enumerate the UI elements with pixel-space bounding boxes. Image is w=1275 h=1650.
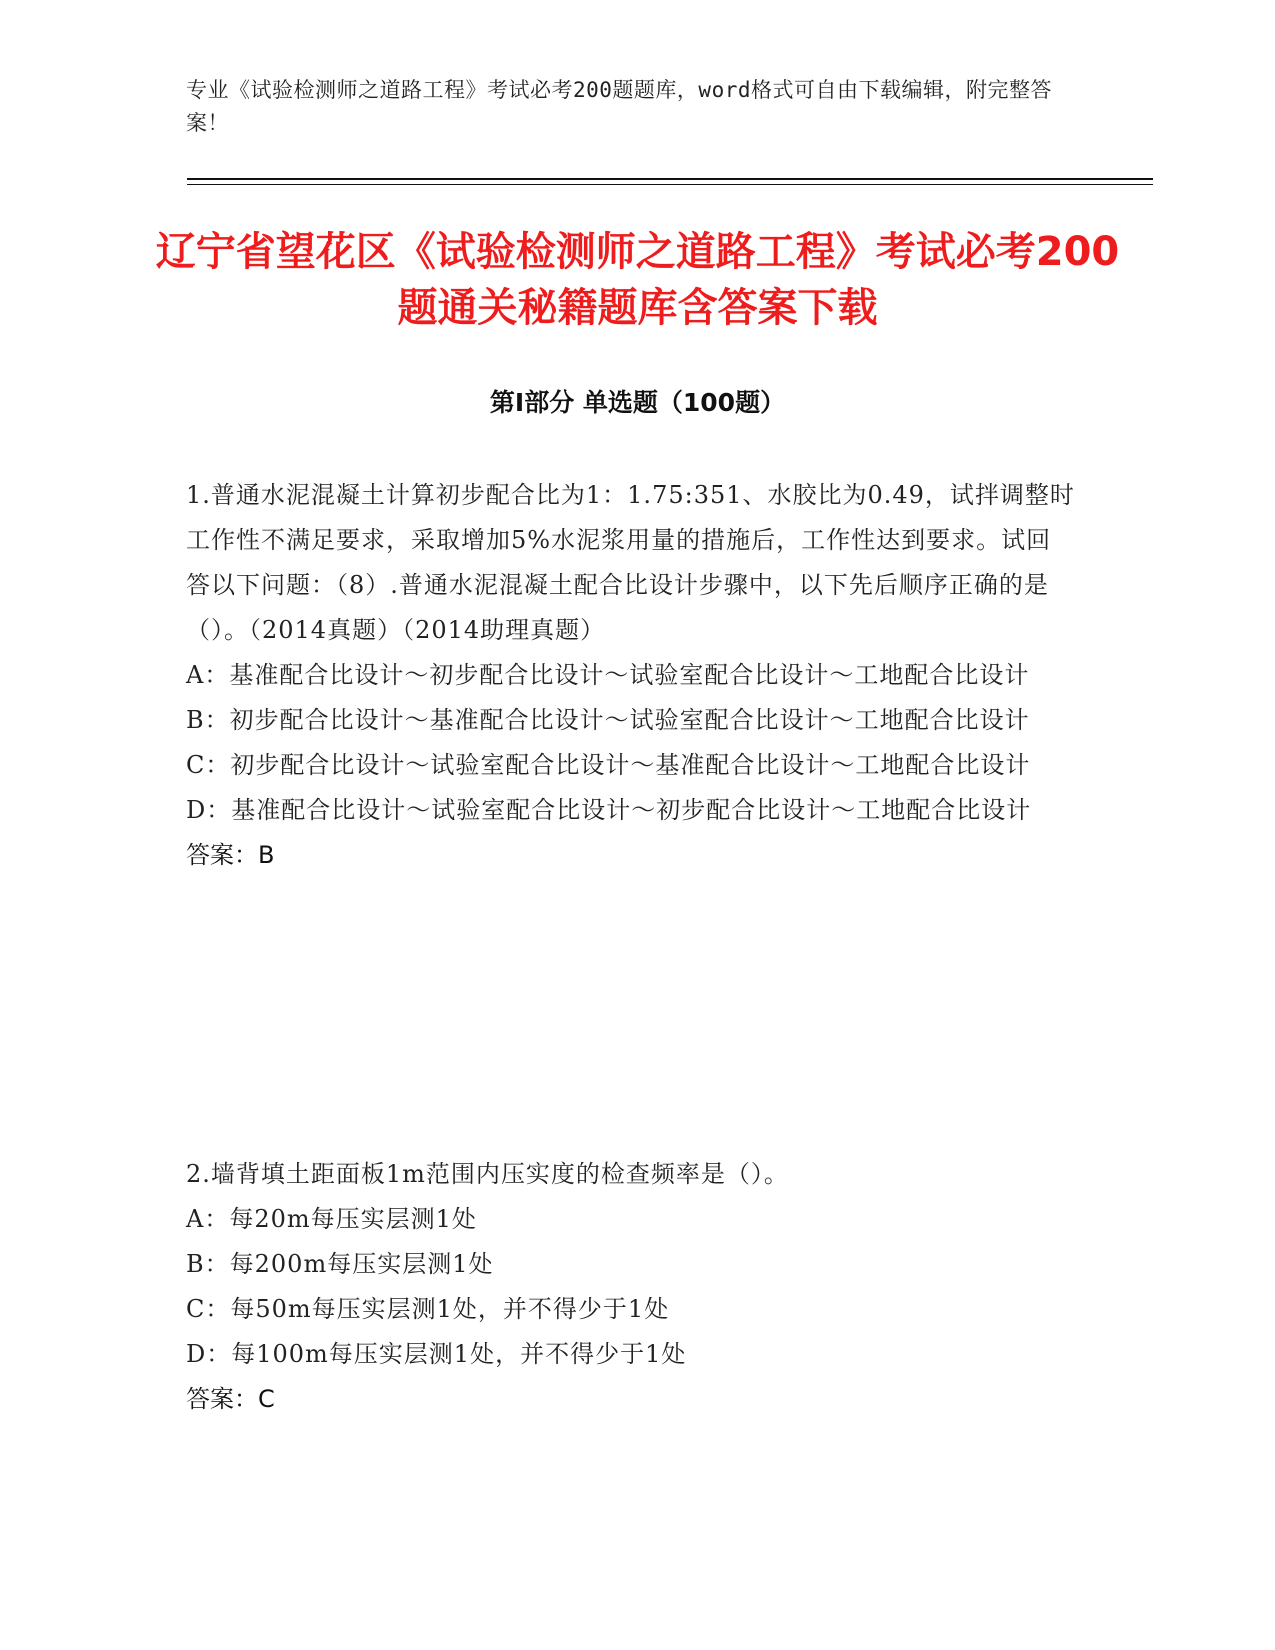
option-c: C：初步配合比设计～试验室配合比设计～基准配合比设计～工地配合比设计 [186,751,1031,779]
question-stem: 1.普通水泥混凝土计算初步配合比为1：1.75:351、水胶比为0.49，试拌调整时工作性不满足要求，采取增加5%水泥浆用量的措施后，工作性达到要求。试回答以下问题：（8）.普通水泥混凝土配合比设计步骤中，以下先后顺序正确的是（）。（2014真题）（2014助理真题） [186,481,1075,644]
option-c: C：每50m每压实层测1处，并不得少于1处 [186,1295,670,1323]
answer-line: 答案：C [186,1385,275,1413]
document-title: 辽宁省望花区《试验检测师之道路工程》考试必考200题通关秘籍题库含答案下载 [155,229,1120,331]
option-b: B：每200m每压实层测1处 [186,1250,494,1278]
header-divider-thick [187,178,1153,180]
option-d: D：基准配合比设计～试验室配合比设计～初步配合比设计～工地配合比设计 [186,796,1032,824]
option-a: A：基准配合比设计～初步配合比设计～试验室配合比设计～工地配合比设计 [186,661,1030,689]
option-a: A：每20m每压实层测1处 [186,1205,477,1233]
section-heading: 第Ⅰ部分 单选题（100题） [489,388,786,417]
question-stem: 2.墙背填土距面板1m范围内压实度的检查频率是（）。 [186,1160,789,1188]
option-d: D：每100m每压实层测1处，并不得少于1处 [186,1340,687,1368]
option-b: B：初步配合比设计～基准配合比设计～试验室配合比设计～工地配合比设计 [186,706,1030,734]
question-block-1 [186,473,1076,878]
answer-line: 答案：B [186,841,275,869]
header-divider-thin [187,184,1153,185]
header-note: 专业《试验检测师之道路工程》考试必考200题题库，word格式可自由下载编辑，附完整答案！ [186,78,1052,135]
question-block-2 [186,1152,1076,1422]
